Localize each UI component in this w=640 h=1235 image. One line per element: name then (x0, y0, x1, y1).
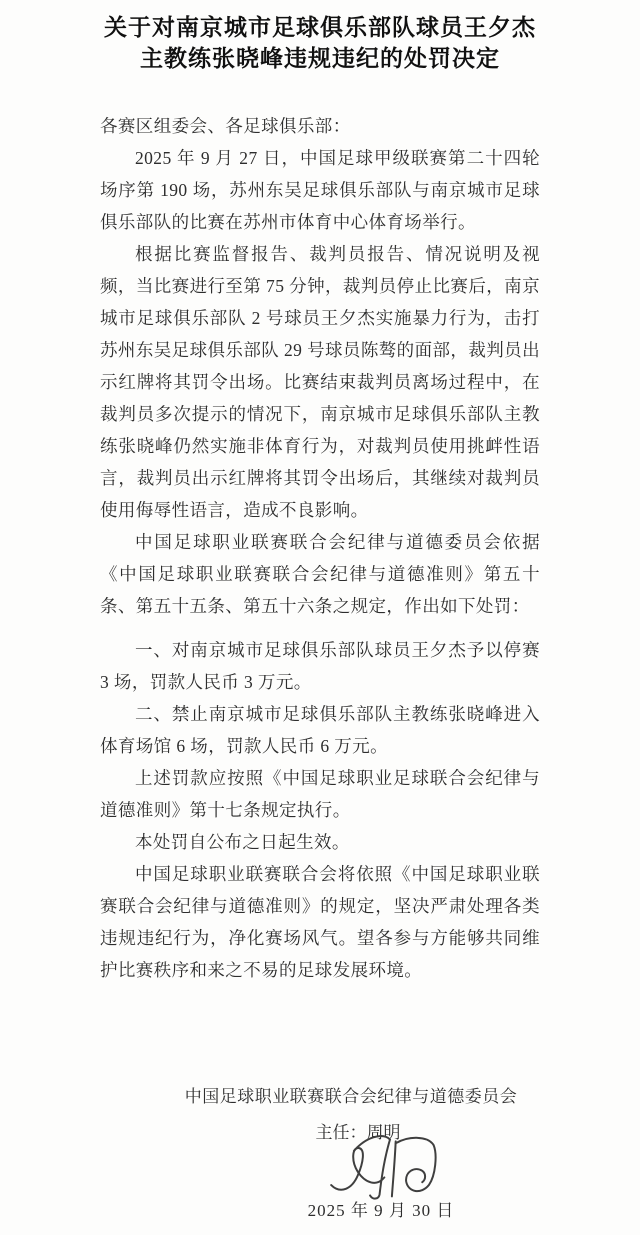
document-title (100, 12, 540, 74)
document-date: 2025 年 9 月 30 日 (307, 1201, 455, 1220)
paragraph-closing-statement: 中国足球职业联赛联合会将依照《中国足球职业联赛联合会纪律与道德准则》的规定，坚决严肃处理各类违规违纪行为，净化赛场风气。望各参与方能够共同维护比赛秩序和来之不易的足球发展环境。 (100, 864, 540, 980)
handwritten-signature (327, 1130, 453, 1204)
salutation: 各赛区组委会、各足球俱乐部： (100, 116, 351, 136)
penalty-item-1: 一、对南京城市足球俱乐部队球员王夕杰予以停赛 3 场，罚款人民币 3 万元。 (100, 640, 540, 692)
title-line-1: 关于对南京城市足球俱乐部队球员王夕杰 (104, 15, 536, 40)
paragraph-incident-description: 根据比赛监督报告、裁判员报告、情况说明及视频，当比赛进行至第 75 分钟，裁判员停止比赛后，南京城市足球俱乐部队 2 号球员王夕杰实施暴力行为，击打苏州东吴足球俱乐部队 29 号球员陈骜的面部，裁判员出示红牌将其罚令出场。比赛结束裁判员离场过程中，在裁判员多次提示的情况下，南京城市足球俱乐部队主教练张晓峰仍然实施非体育行为，对裁判员使用挑衅性语言，裁判员出示红牌将其罚令出场后，其继续对裁判员使用侮辱性语言，造成不良影响。 (100, 244, 540, 520)
signer-line: 主任：周明 (315, 1123, 401, 1142)
title-line-2: 主教练张晓峰违规违纪的处罚决定 (140, 46, 500, 71)
signature-block (131, 1086, 571, 1222)
paragraph-effective-date: 本处罚自公布之日起生效。 (135, 832, 350, 852)
paragraph-fine-execution: 上述罚款应按照《中国足球职业足球联合会纪律与道德准则》第十七条规定执行。 (100, 768, 540, 820)
paragraph-legal-basis: 中国足球职业联赛联合会纪律与道德委员会依据《中国足球职业联赛联合会纪律与道德准则》第五十条、第五十五条、第五十六条之规定，作出如下处罚： (100, 532, 540, 616)
penalty-list (100, 634, 540, 762)
issuing-organization: 中国足球职业联赛联合会纪律与道德委员会 (184, 1087, 518, 1106)
penalty-item-2: 二、禁止南京城市足球俱乐部队主教练张晓峰进入体育场馆 6 场，罚款人民币 6 万元。 (100, 704, 540, 756)
paragraph-match-info: 2025 年 9 月 27 日，中国足球甲级联赛第二十四轮场序第 190 场，苏州东吴足球俱乐部队与南京城市足球俱乐部队的比赛在苏州市体育中心体育场举行。 (100, 148, 540, 232)
